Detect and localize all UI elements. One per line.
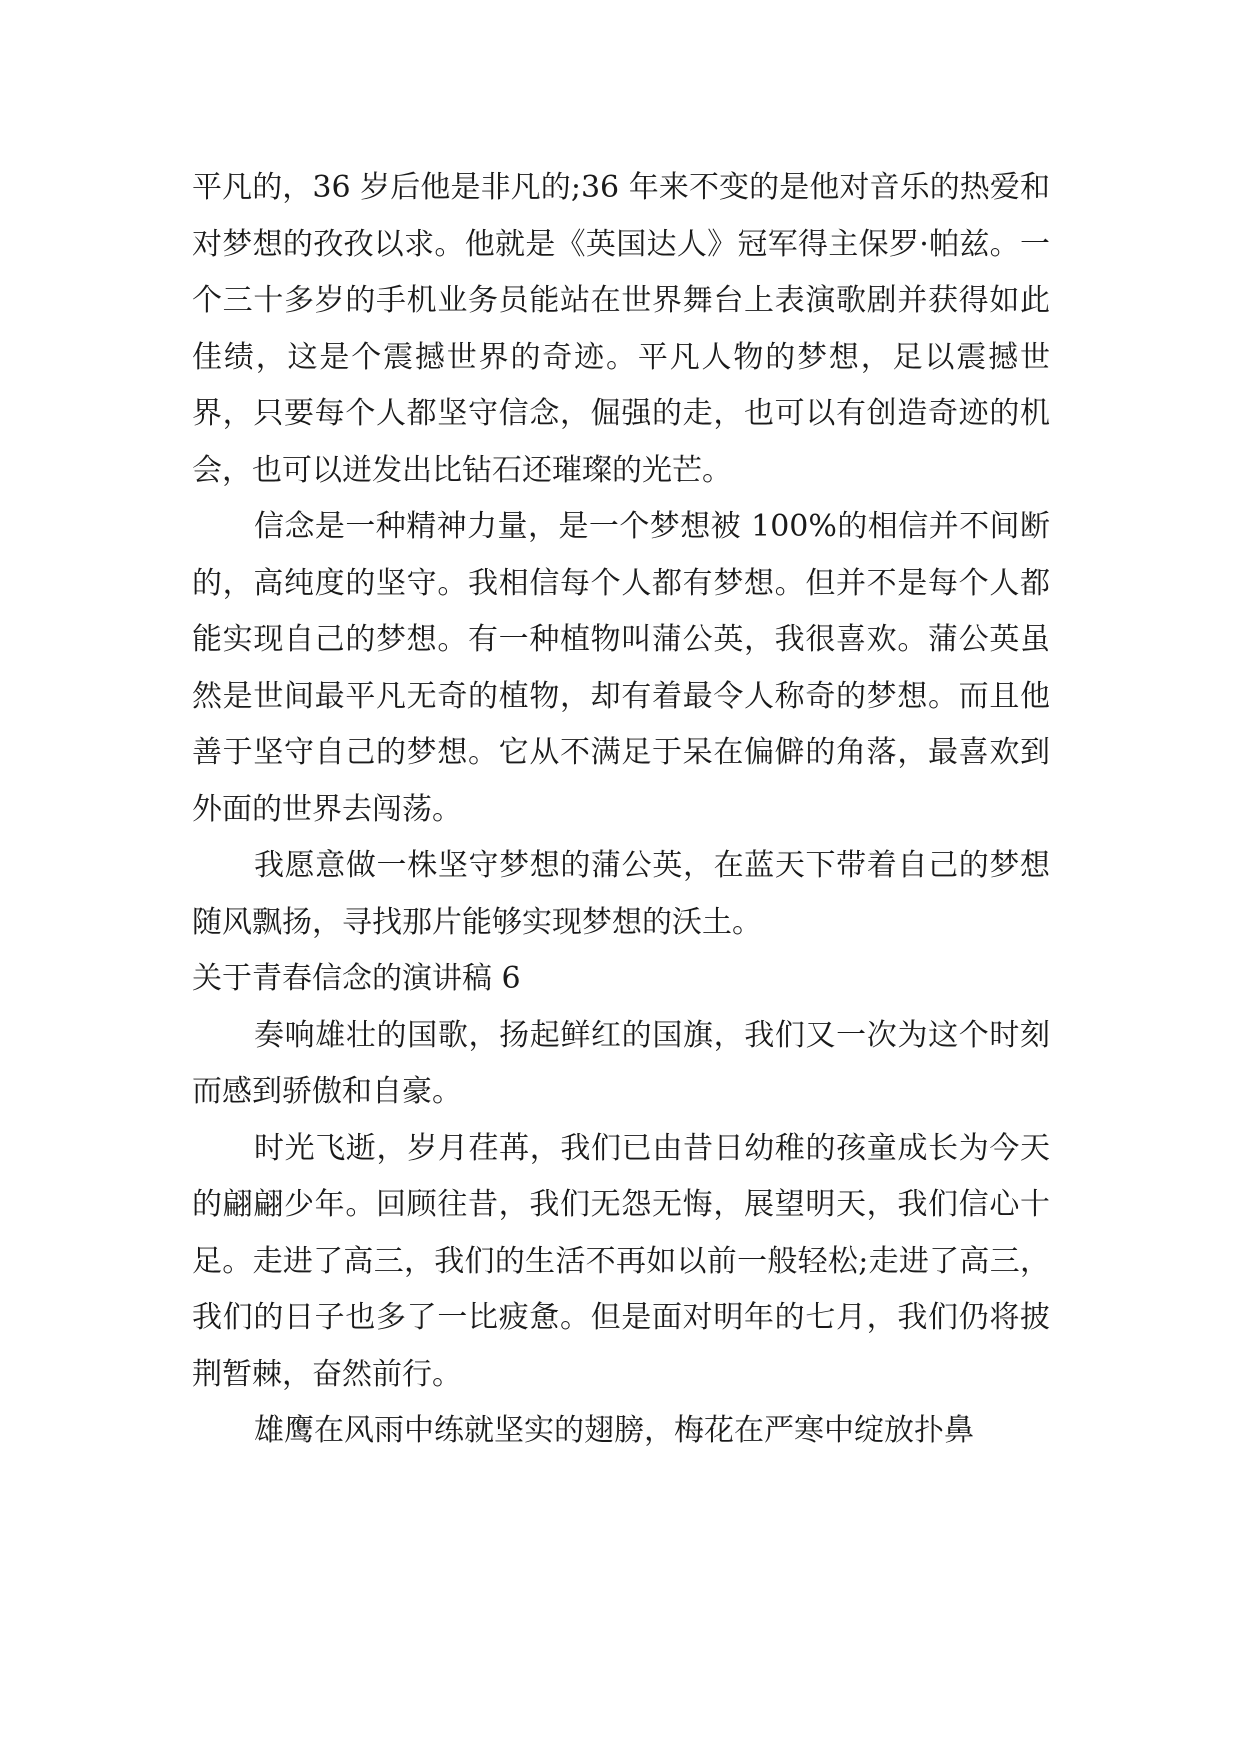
paragraph-3: 我愿意做一株坚守梦想的蒲公英，在蓝天下带着自己的梦想随风飘扬，寻找那片能够实现梦想的沃土。 bbox=[192, 848, 1050, 940]
paragraph-5: 时光飞逝，岁月荏苒，我们已由昔日幼稚的孩童成长为今天的翩翩少年。回顾往昔，我们无怨无悔，展望明天，我们信心十足。走进了高三，我们的生活不再如以前一般轻松;走进了高三，我们的日子也多了一比疲惫。但是面对明年的七月，我们仍将披荆暂棘，奋然前行。 bbox=[192, 1130, 1050, 1392]
document-page bbox=[192, 160, 1050, 1460]
section-heading: 关于青春信念的演讲稿 6 bbox=[192, 961, 521, 996]
paragraph-1: 平凡的，36 岁后他是非凡的;36 年来不变的是他对音乐的热爱和对梦想的孜孜以求。他就是《英国达人》冠军得主保罗·帕兹。一个三十多岁的手机业务员能站在世界舞台上表演歌剧并获得如此佳绩，这是个震撼世界的奇迹。平凡人物的梦想，足以震撼世界，只要每个人都坚守信念，倔强的走，也可以有创造奇迹的机会，也可以迸发出比钻石还璀璨的光芒。 bbox=[192, 170, 1050, 488]
paragraph-2: 信念是一种精神力量，是一个梦想被 100%的相信并不间断的，高纯度的坚守。我相信每个人都有梦想。但并不是每个人都能实现自己的梦想。有一种植物叫蒲公英，我很喜欢。蒲公英虽然是世间最平凡无奇的植物，却有着最令人称奇的梦想。而且他善于坚守自己的梦想。它从不满足于呆在偏僻的角落，最喜欢到外面的世界去闯荡。 bbox=[192, 509, 1050, 827]
paragraph-6: 雄鹰在风雨中练就坚实的翅膀，梅花在严寒中绽放扑鼻 bbox=[254, 1413, 974, 1448]
paragraph-4: 奏响雄壮的国歌，扬起鲜红的国旗，我们又一次为这个时刻而感到骄傲和自豪。 bbox=[192, 1017, 1050, 1109]
